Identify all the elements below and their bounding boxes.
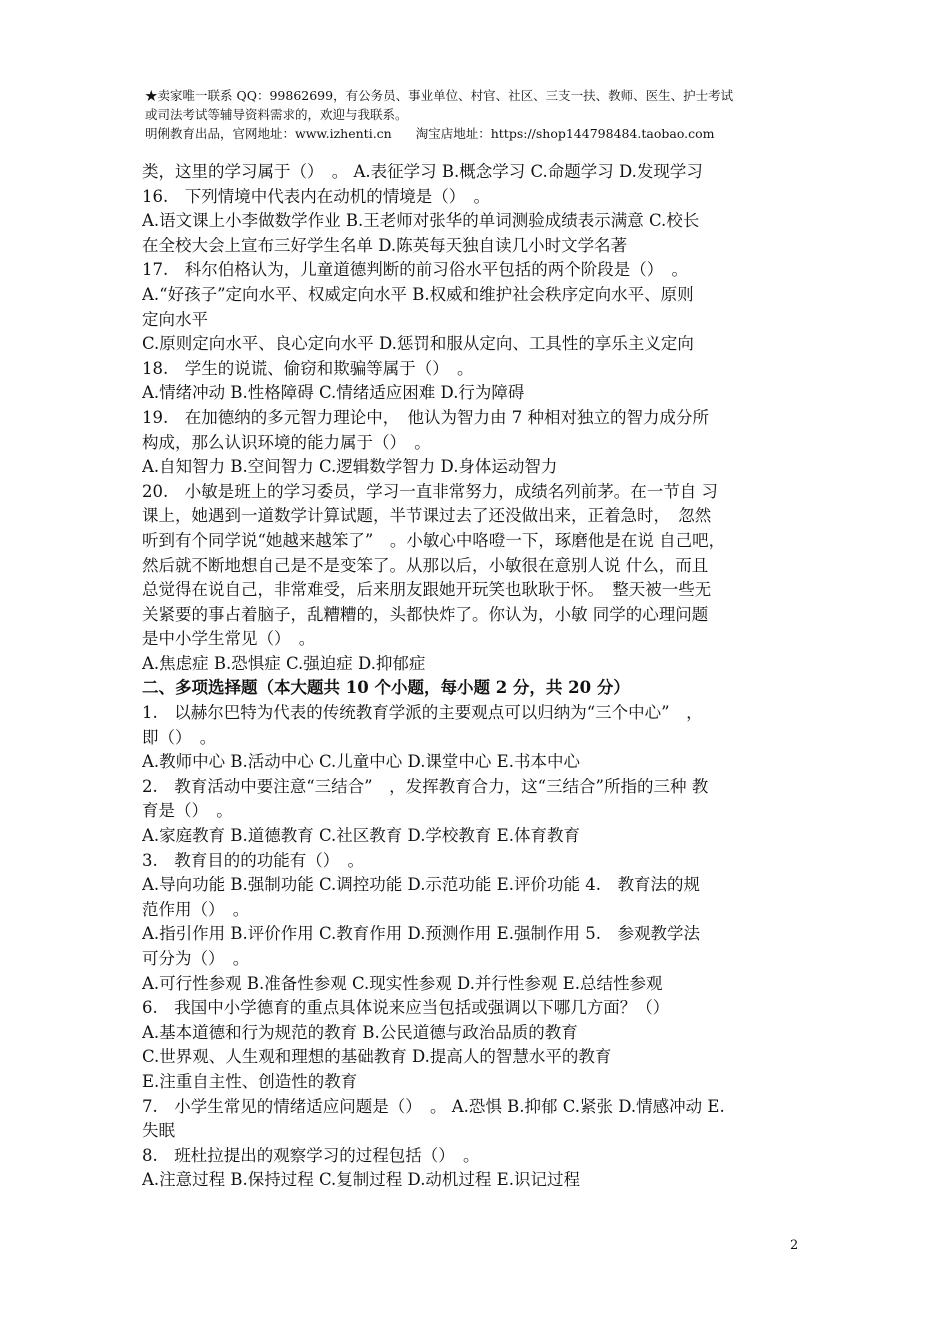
multi-question-6: 6. 我国中小学德育的重点具体说来应当包括或强调以下哪几方面？（） <box>142 998 670 1018</box>
text-line: A.语文课上小李做数学作业 B.王老师对张华的单词测验成绩表示满意 C.校长 <box>142 211 700 231</box>
text-line: A.指引作用 B.评价作用 C.教育作用 D.预测作用 E.强制作用 5. 参观教学法 <box>142 924 700 944</box>
text-line: A.焦虑症 B.恐惧症 C.强迫症 D.抑郁症 <box>142 653 426 673</box>
text-line: A.自知智力 B.空间智力 C.逻辑数学智力 D.身体运动智力 <box>142 457 558 477</box>
text-line: 即（） 。 <box>142 727 217 747</box>
text-line: 是中小学生常见（） 。 <box>142 629 316 649</box>
text-line: A.导向功能 B.强制功能 C.调控功能 D.示范功能 E.评价功能 4. 教育法的规 <box>142 875 700 895</box>
page-number: 2 <box>790 1238 799 1253</box>
text-line: A.注意过程 B.保持过程 C.复制过程 D.动机过程 E.识记过程 <box>142 1170 580 1190</box>
header-line-2: 或司法考试等辅导资料需求的，欢迎与我联系。 <box>145 107 408 122</box>
text-line: A.情绪冲动 B.性格障碍 C.情绪适应困难 D.行为障碍 <box>142 383 525 403</box>
text-line: 范作用（） 。 <box>142 899 250 919</box>
seller-header <box>145 86 810 143</box>
question-20: 20. 小敏是班上的学习委员，学习一直非常努力，成绩名列前茅。在一节自 习 <box>142 481 718 501</box>
text-line: A.可行性参观 B.准备性参观 C.现实性参观 D.并行性参观 E.总结性参观 <box>142 973 663 993</box>
text-line: A.教师中心 B.活动中心 C.儿童中心 D.课堂中心 E.书本中心 <box>142 752 580 772</box>
multi-question-8: 8. 班杜拉提出的观察学习的过程包括（） 。 <box>142 1145 480 1165</box>
question-18: 18. 学生的说谎、偷窃和欺骗等属于（） 。 <box>142 358 474 378</box>
text-line: 关紧要的事占着脑子，乱糟糟的，头都快炸了。你认为，小敏 同学的心理问题 <box>142 604 709 624</box>
shop-url-text: 淘宝店地址：https://shop144798484.taobao.com <box>415 126 715 141</box>
website-text: 明俐教育出品，官网地址：www.izhenti.cn <box>145 126 392 141</box>
text-line: A.基本道德和行为规范的教育 B.公民道德与政治品质的教育 <box>142 1022 578 1042</box>
text-line: A.家庭教育 B.道德教育 C.社区教育 D.学校教育 E.体育教育 <box>142 826 580 846</box>
multi-question-2: 2. 教育活动中要注意“三结合” ，发挥教育合力，这“三结合”所指的三种 教 <box>142 776 709 796</box>
text-line: 然后就不断地想自己是不是变笨了。从那以后，小敏很在意别人说 什么，而且 <box>142 555 709 575</box>
exam-body <box>142 160 808 1193</box>
text-line: 总觉得在说自己，非常难受，后来朋友跟她开玩笑也耿耿于怀。 整天被一些无 <box>142 580 712 600</box>
text-line: 育是（） 。 <box>142 801 233 821</box>
header-line-3 <box>145 124 810 143</box>
text-line: C.世界观、人生观和理想的基础教育 D.提高人的智慧水平的教育 <box>142 1047 612 1067</box>
text-line: 课上，她遇到一道数学计算试题，半节课过去了还没做出来，正着急时， 忽然 <box>142 506 712 526</box>
multi-question-7: 7. 小学生常见的情绪适应问题是（） 。 A.恐惧 B.抑郁 C.紧张 D.情感冲动 E. <box>142 1096 725 1116</box>
text-line: 失眠 <box>142 1121 175 1141</box>
text-line: E.注重自主性、创造性的教育 <box>142 1071 358 1091</box>
text-line: 在全校大会上宣布三好学生名单 D.陈英每天独自读几小时文学名著 <box>142 235 628 255</box>
text-line: 类，这里的学习属于（） 。 A.表征学习 B.概念学习 C.命题学习 D.发现学习 <box>142 162 703 181</box>
text-line: 可分为（） 。 <box>142 949 250 968</box>
text-line: A.“好孩子”定向水平、权威定向水平 B.权威和维护社会秩序定向水平、原则 <box>142 284 694 304</box>
question-19: 19. 在加德纳的多元智力理论中， 他认为智力由 7 种相对独立的智力成分所 <box>142 407 709 427</box>
text-line: 构成，那么认识环境的能力属于（） 。 <box>142 432 431 452</box>
question-17: 17. 科尔伯格认为，儿童道德判断的前习俗水平包括的两个阶段是（） 。 <box>142 260 688 280</box>
multi-question-3: 3. 教育目的的功能有（） 。 <box>142 850 364 870</box>
text-line: C.原则定向水平、良心定向水平 D.惩罚和服从定向、工具性的享乐主义定向 <box>142 334 694 354</box>
multi-question-1: 1. 以赫尔巴特为代表的传统教育学派的主要观点可以归纳为“三个中心” ， <box>142 703 703 723</box>
question-16: 16. 下列情境中代表内在动机的情境是（） 。 <box>142 186 490 206</box>
section-heading: 二、多项选择题（本大题共 10 个小题，每小题 2 分，共 20 分） <box>142 678 630 698</box>
header-line-1: ★卖家唯一联系 QQ：99862699，有公务员、事业单位、村官、社区、三支一扶、教师、医生、护士考试 <box>145 88 734 103</box>
text-line: 听到有个同学说“她越来越笨了” 。小敏心中咯噔一下，琢磨他是在说 自己吧， <box>142 530 726 550</box>
text-line: 定向水平 <box>142 309 208 329</box>
